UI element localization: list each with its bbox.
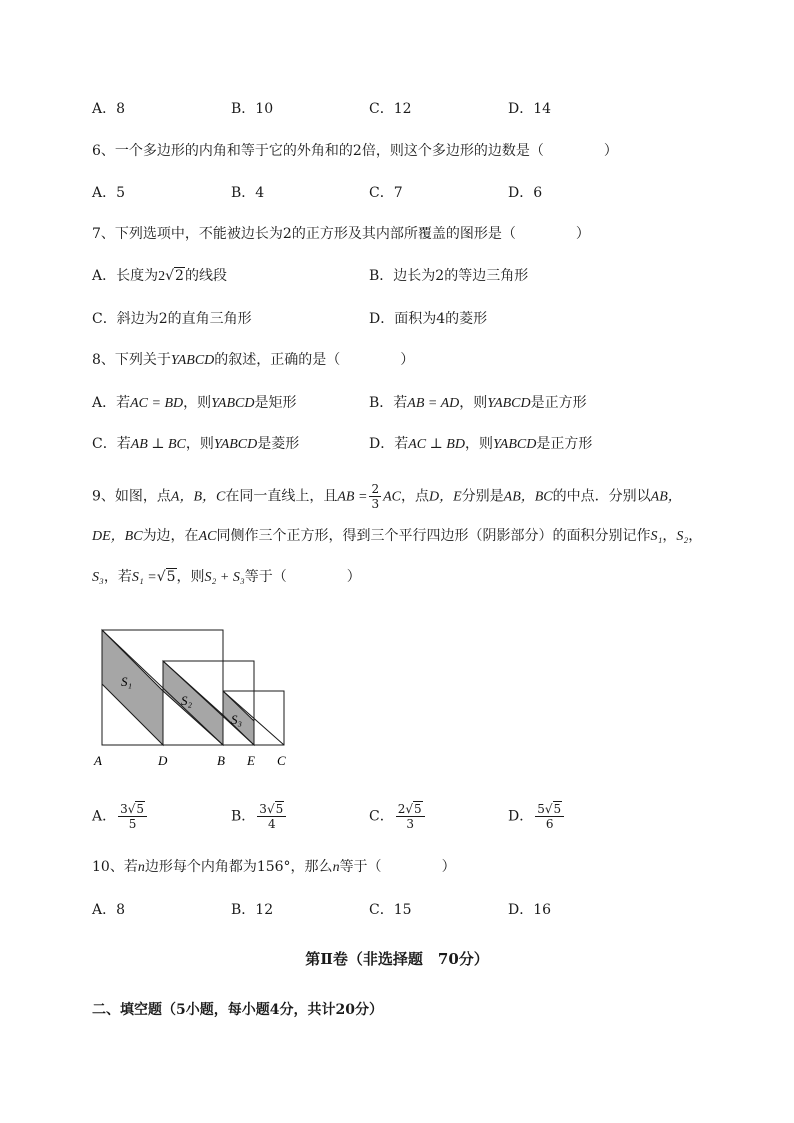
q8-d-post: 是正方形 bbox=[536, 436, 593, 452]
q9-l3-cond-rad: 5 bbox=[166, 569, 176, 585]
q9-l1-segs: AB，BC bbox=[503, 489, 553, 505]
q8-option-a bbox=[92, 393, 297, 414]
q9-l1-a: 9、如图，点 bbox=[92, 488, 171, 505]
q8-c-math: AB ⊥ BC bbox=[130, 437, 186, 452]
q9-l1-ac: AC bbox=[383, 489, 401, 505]
q9-l2-s2: S₂ bbox=[676, 529, 689, 544]
q10-close: ） bbox=[441, 859, 456, 875]
q8-a-para: YABCD bbox=[211, 396, 255, 411]
q10-mid: 边形每个内角都为156°，那么 bbox=[144, 859, 333, 875]
q9-a-label: A． bbox=[92, 808, 117, 825]
q9-b-rad: 5 bbox=[275, 802, 284, 816]
q9-c-coef: 2 bbox=[397, 802, 406, 816]
q9-a-frac bbox=[118, 802, 147, 831]
q9-a-coef: 3 bbox=[120, 802, 128, 816]
point-label-c: C bbox=[277, 753, 286, 768]
q9-l3-sum: S₂ + S₃ bbox=[204, 570, 245, 585]
q8-a-post: 是矩形 bbox=[254, 395, 297, 411]
q9-l1-e: 的中点．分别以 bbox=[552, 488, 651, 505]
q8-d-pre: D．若 bbox=[369, 436, 409, 452]
q7-a-coef: 2 bbox=[158, 269, 166, 284]
q8-b-post: 是正方形 bbox=[530, 395, 587, 411]
q9-option-d bbox=[508, 802, 566, 831]
q8-option-b bbox=[369, 393, 587, 414]
q6-stem-text: 6、一个多边形的内角和等于它的外角和的2倍，则这个多边形的边数是（ bbox=[92, 143, 544, 159]
q6-option-b: B．4 bbox=[231, 185, 265, 201]
q7-option-a bbox=[92, 266, 227, 287]
q8-stem-close: ） bbox=[400, 352, 415, 368]
q8-a-math: AC = BD bbox=[130, 396, 184, 411]
q5-option-d: D．14 bbox=[508, 101, 552, 117]
q9-d-den: 6 bbox=[545, 817, 554, 831]
q7-stem-close: ） bbox=[575, 226, 590, 242]
q9-option-a bbox=[92, 802, 149, 831]
q9-l2-sep: ， bbox=[662, 528, 677, 544]
point-label-b: B bbox=[217, 753, 225, 768]
section-2-title: 第Ⅱ卷（非选择题 70分） bbox=[305, 950, 489, 968]
q9-d-num: 5√5 bbox=[535, 802, 564, 817]
q10-n2: n bbox=[332, 860, 340, 875]
q9-l3-a: ，若 bbox=[103, 569, 132, 585]
point-label-d: D bbox=[158, 753, 168, 768]
q8-c-mid: ，则 bbox=[185, 436, 214, 452]
q9-c-rad: 5 bbox=[414, 802, 422, 816]
q8-c-post: 是菱形 bbox=[257, 436, 300, 452]
q10-option-d: D．16 bbox=[508, 902, 552, 918]
q9-b-label: B． bbox=[231, 808, 256, 825]
q9-d-frac bbox=[535, 802, 564, 831]
q8-c-para: YABCD bbox=[213, 437, 258, 452]
q8-stem-suffix: 的叙述，正确的是（ bbox=[214, 352, 341, 368]
q8-c-pre: C．若 bbox=[92, 436, 131, 452]
q9-frac-num: 2 bbox=[371, 482, 380, 496]
q9-l2-s1: S₁ bbox=[650, 529, 663, 544]
q8-stem bbox=[92, 350, 414, 371]
q7-option-d: D．面积为4的菱形 bbox=[369, 311, 488, 327]
q9-option-c bbox=[369, 802, 427, 831]
q9-fraction bbox=[369, 482, 381, 511]
q6-stem-close: ） bbox=[603, 143, 618, 159]
q9-l1-c: ，点 bbox=[400, 488, 429, 505]
q10-option-b: B．12 bbox=[231, 902, 274, 918]
q8-b-mid: ，则 bbox=[459, 395, 488, 411]
q9-l1-points: A，B，C bbox=[170, 489, 226, 505]
q9-l3-b: ，则 bbox=[176, 569, 205, 585]
sqrt-sign: √ bbox=[156, 569, 166, 585]
q10-n: n bbox=[137, 860, 145, 875]
q10-option-a: A．8 bbox=[92, 902, 126, 918]
q8-d-para: YABCD bbox=[492, 437, 537, 452]
q7-stem bbox=[92, 224, 590, 244]
q10-stem bbox=[92, 857, 456, 878]
q9-b-coef: 3 bbox=[259, 802, 267, 816]
q7-a-suffix: 的线段 bbox=[184, 268, 227, 284]
q9-d-coef: 5 bbox=[537, 802, 545, 816]
label-s2: S₂ bbox=[181, 693, 193, 708]
q9-line-1 bbox=[92, 482, 682, 511]
q8-stem-prefix: 8、下列关于 bbox=[92, 352, 171, 368]
q8-a-mid: ，则 bbox=[183, 395, 212, 411]
q9-c-den: 3 bbox=[406, 817, 414, 831]
q9-d-label: D． bbox=[508, 808, 534, 825]
q9-b-frac bbox=[257, 802, 286, 831]
q9-l2-ac: AC bbox=[198, 529, 217, 544]
q5-option-c: C．12 bbox=[369, 101, 412, 117]
q8-option-c bbox=[92, 434, 299, 455]
q9-option-b bbox=[231, 802, 288, 831]
q9-l1-d: 分别是 bbox=[461, 488, 504, 505]
q9-l3-s3: S₃ bbox=[92, 570, 104, 585]
q9-c-num: 2√5 bbox=[396, 802, 425, 817]
q8-b-pre: B．若 bbox=[369, 395, 408, 411]
q6-option-a: A．5 bbox=[92, 185, 126, 201]
q7-option-b: B．边长为2的等边三角形 bbox=[369, 268, 529, 284]
q9-b-den: 4 bbox=[267, 817, 276, 831]
q10-option-c: C．15 bbox=[369, 902, 412, 918]
q9-d-rad: 5 bbox=[553, 802, 562, 816]
q9-l2-b: 同侧作三个正方形，得到三个平行四边形（阴影部分）的面积分别记作 bbox=[216, 528, 651, 544]
label-s1: S₁ bbox=[121, 674, 133, 689]
q9-l3-c: 等于（ bbox=[244, 569, 287, 585]
point-label-e: E bbox=[247, 753, 255, 768]
q9-l1-b: 在同一直线上，且 bbox=[225, 488, 338, 505]
q9-l2-segs: DE，BC bbox=[92, 529, 143, 544]
q9-l1-ab2: AB， bbox=[650, 489, 682, 505]
q8-b-para: YABCD bbox=[487, 396, 531, 411]
q7-a-prefix: A．长度为 bbox=[92, 268, 159, 284]
q8-option-d bbox=[369, 434, 592, 455]
q9-figure bbox=[90, 622, 300, 772]
q9-c-label: C． bbox=[369, 808, 394, 825]
q9-c-frac bbox=[396, 802, 425, 831]
q9-l1-de: D，E bbox=[428, 489, 462, 505]
label-s3: S₃ bbox=[231, 712, 243, 727]
q7-a-radicand: 2 bbox=[175, 268, 184, 284]
q8-parallelogram: YABCD bbox=[170, 353, 215, 368]
q9-frac-den: 3 bbox=[371, 497, 380, 511]
q9-l2-a: 为边，在 bbox=[142, 528, 199, 544]
point-label-a: A bbox=[94, 753, 102, 768]
q10-post: 等于（ bbox=[339, 859, 382, 875]
q9-a-rad: 5 bbox=[136, 802, 145, 816]
q9-a-den: 5 bbox=[128, 817, 137, 831]
q9-close: ） bbox=[346, 569, 361, 585]
region-s2 bbox=[163, 661, 223, 745]
q9-l2-end: ， bbox=[688, 528, 703, 544]
q7-stem-text: 7、下列选项中，不能被边长为2的正方形及其内部所覆盖的图形是（ bbox=[92, 226, 516, 242]
q9-l3-cond-lhs: S₁ = bbox=[131, 570, 157, 585]
q8-d-math: AC ⊥ BD bbox=[408, 437, 465, 452]
q9-line-3 bbox=[92, 567, 361, 588]
q9-a-num: 3√5 bbox=[118, 802, 147, 817]
q9-line-2 bbox=[92, 526, 702, 547]
sqrt-sign: √ bbox=[165, 268, 175, 284]
q9-l1-ab: AB = bbox=[337, 489, 368, 505]
q9-b-num: 3√5 bbox=[257, 802, 286, 817]
section-2-subtitle: 二、填空题（5小题，每小题4分，共计20分） bbox=[92, 1002, 383, 1018]
q6-stem bbox=[92, 141, 618, 161]
q8-b-math: AB = AD bbox=[407, 396, 460, 411]
q5-option-a: A．8 bbox=[92, 101, 126, 117]
q7-option-c: C．斜边为2的直角三角形 bbox=[92, 311, 252, 327]
q5-option-b: B．10 bbox=[231, 101, 274, 117]
q6-option-d: D．6 bbox=[508, 185, 543, 201]
q6-option-c: C．7 bbox=[369, 185, 403, 201]
q8-a-pre: A．若 bbox=[92, 395, 131, 411]
q8-d-mid: ，则 bbox=[464, 436, 493, 452]
region-s1 bbox=[102, 630, 163, 745]
q10-pre: 10、若 bbox=[92, 859, 138, 875]
